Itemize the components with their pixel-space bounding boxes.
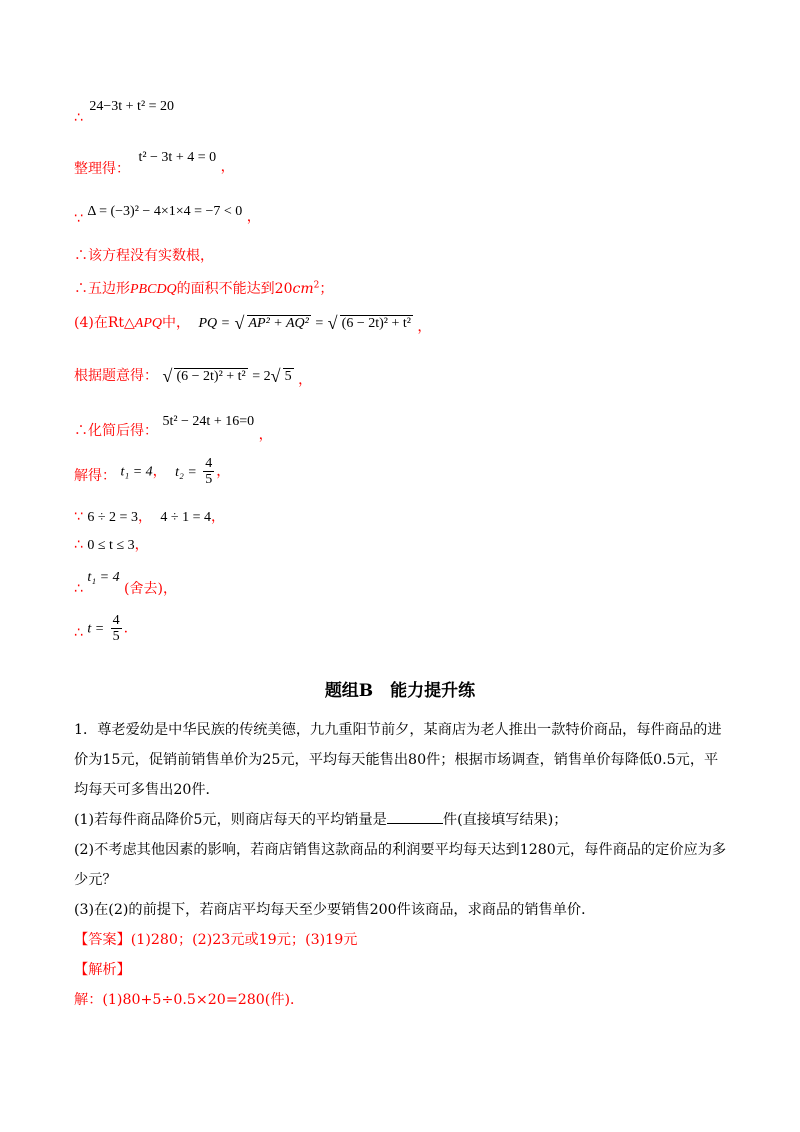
square-root: √ (6 − 2t)² + t²: [327, 313, 411, 333]
denominator: 5: [112, 629, 120, 644]
solution-line-4: ∴该方程没有实数根，: [74, 248, 214, 264]
label-text: 根据题意得：: [74, 368, 158, 384]
equation: 24−3t + t² = 20: [89, 99, 175, 114]
radicand: (6 − 2t)² + t²: [176, 369, 246, 384]
solution-line-3: [74, 200, 261, 227]
solution-line-9: [74, 456, 230, 487]
question-2: (2)不考虑其他因素的影响，若商店销售这款商品的利润要平均每天达到1280元，每件商品的定价应为多少元？: [74, 842, 727, 888]
unit-exponent: 2: [313, 280, 320, 291]
numerator: 4: [112, 613, 120, 628]
equation: t² − 3t + 4 = 0: [138, 150, 217, 165]
triangle-name: APQ: [134, 316, 162, 331]
comma: ，: [220, 159, 235, 175]
because-symbol: ∵: [74, 509, 83, 525]
period: .: [123, 620, 129, 637]
equation: t₁ = 4: [87, 570, 120, 585]
comma: ，: [216, 463, 231, 480]
numerator: 4: [205, 456, 213, 471]
answer-blank: [387, 809, 443, 824]
solution-line-5: [74, 278, 333, 298]
answer-label: 【答案】: [74, 932, 131, 948]
fraction: [203, 456, 214, 487]
comma: ，: [246, 209, 261, 225]
equals: =: [315, 316, 324, 331]
therefore-symbol: ∴: [74, 110, 83, 126]
comma: ，: [211, 509, 226, 525]
comma: ，: [298, 372, 313, 388]
question-3: (3)在(2)的前提下，若商店平均每天至少要销售200件该商品，求商品的销售单价．: [74, 902, 596, 918]
label-text: ∴化简后得：: [74, 423, 158, 439]
solution-line-11: [74, 534, 149, 554]
section-title: 题组B 能力提升练: [324, 681, 476, 701]
text: ；: [319, 281, 334, 297]
therefore-symbol: ∴: [74, 624, 83, 641]
solution-line-12: [74, 566, 177, 597]
equation: 4 ÷ 1 = 4: [160, 510, 212, 525]
because-symbol: ∵: [74, 211, 83, 227]
comma: ，: [258, 427, 273, 443]
label-text: 整理得：: [74, 161, 130, 177]
radicand: AP² + AQ²: [248, 316, 309, 331]
area-value: 20: [274, 281, 293, 297]
fraction: [111, 613, 122, 644]
equation: 5t² − 24t + 16=0: [162, 414, 255, 429]
label-text: 解得：: [74, 467, 116, 484]
solution-step-1: 解：(1)80+5÷0.5×20=280(件)．: [74, 992, 305, 1008]
square-root: √ AP² + AQ²: [234, 313, 309, 333]
solution-line-10: [74, 506, 225, 526]
solution-line-8: [74, 410, 273, 443]
question-1: [74, 805, 730, 835]
denominator: 5: [205, 472, 213, 487]
square-root: √ 5: [270, 366, 292, 386]
solution-line-2: [74, 146, 235, 177]
radicand: (6 − 2t)² + t²: [341, 316, 411, 331]
square-root: √ (6 − 2t)² + t²: [162, 366, 246, 386]
solution-line-13: [74, 613, 128, 644]
polygon-name: PBCDQ: [130, 282, 177, 297]
therefore-symbol: ∴: [74, 581, 83, 597]
equation-left: PQ =: [198, 316, 231, 331]
comma: ，: [137, 509, 152, 525]
label-text: 中，: [161, 315, 190, 331]
comma: ，: [152, 463, 167, 480]
analysis-label: 【解析】: [74, 962, 131, 978]
solution-line-6: [74, 312, 432, 335]
equation: t =: [87, 621, 105, 637]
question-text: (1)若每件商品降价5元，则商店每天的平均销量是: [74, 812, 387, 828]
therefore-symbol: ∴: [74, 537, 83, 553]
solution-line-1: [74, 98, 175, 126]
equals: = 2: [252, 369, 271, 384]
text: ∴五边形: [74, 281, 130, 297]
discard-note: (舍去)，: [124, 581, 177, 597]
question-text: 件(直接填写结果)；: [442, 812, 568, 828]
inequality: 0 ≤ t ≤ 3: [87, 538, 135, 553]
solution-line-7: [74, 365, 313, 388]
comma: ，: [417, 319, 432, 335]
root-1: t₁ = 4: [120, 464, 153, 480]
unit: cm: [292, 281, 314, 297]
problem-statement: 1．尊老爱幼是中华民族的传统美德，九九重阳节前夕，某商店为老人推出一款特价商品，每件商品的进价为15元，促销前销售单价为25元，平均每天能售出80件；根据市场调查，销售单价每降低0.5元，平均每天可多售出20件．: [74, 722, 722, 798]
label-text: (4)在Rt△: [74, 315, 135, 331]
text: 的面积不能达到: [176, 281, 275, 297]
comma: ，: [134, 537, 149, 553]
root-2-label: t₂ =: [175, 464, 197, 480]
radicand: 5: [284, 369, 292, 384]
answer-line: [74, 925, 730, 955]
equation: 6 ÷ 2 = 3: [87, 510, 138, 525]
discriminant-equation: Δ = (−3)² − 4×1×4 = −7 < 0: [87, 204, 243, 219]
answer-text: (1)280；(2)23元或19元；(3)19元: [130, 932, 358, 948]
